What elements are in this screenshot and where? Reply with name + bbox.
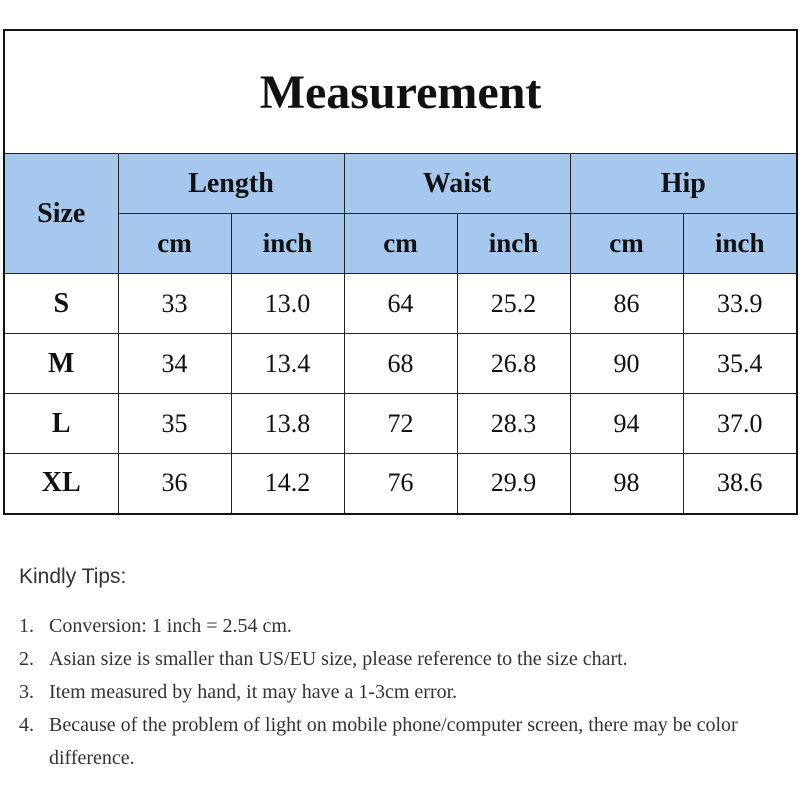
tips-title: Kindly Tips: <box>19 565 127 588</box>
list-item <box>19 643 779 676</box>
header-hip: Hip <box>570 154 797 214</box>
length-cm-cell: 34 <box>118 334 231 394</box>
tip-text: Because of the problem of light on mobile phone/computer screen, there may be color difference. <box>49 714 738 769</box>
length-inch-cell: 13.4 <box>231 334 344 394</box>
waist-cm-cell: 72 <box>344 394 457 454</box>
length-inch-cell: 13.8 <box>231 394 344 454</box>
waist-inch-cell: 26.8 <box>457 334 570 394</box>
hip-cm-cell: 90 <box>570 334 683 394</box>
table-title: Measurement <box>4 30 797 154</box>
header-row-groups <box>4 154 797 214</box>
waist-inch-cell: 25.2 <box>457 274 570 334</box>
size-chart-table <box>3 29 798 515</box>
hip-cm-cell: 94 <box>570 394 683 454</box>
title-row <box>4 30 797 154</box>
table-row <box>4 274 797 334</box>
waist-inch-cell: 29.9 <box>457 454 570 514</box>
hip-cm-cell: 98 <box>570 454 683 514</box>
table-row <box>4 334 797 394</box>
waist-cm-cell: 68 <box>344 334 457 394</box>
header-unit-cm: cm <box>344 214 457 274</box>
size-cell: L <box>4 394 118 454</box>
hip-inch-cell: 33.9 <box>683 274 797 334</box>
waist-cm-cell: 64 <box>344 274 457 334</box>
header-unit-cm: cm <box>118 214 231 274</box>
hip-cm-cell: 86 <box>570 274 683 334</box>
list-item <box>19 676 779 709</box>
table-row <box>4 454 797 514</box>
hip-inch-cell: 35.4 <box>683 334 797 394</box>
length-cm-cell: 35 <box>118 394 231 454</box>
header-row-units <box>4 214 797 274</box>
tip-text: Conversion: 1 inch = 2.54 cm. <box>49 615 292 637</box>
list-item <box>19 610 779 643</box>
header-unit-inch: inch <box>683 214 797 274</box>
tip-number: 1. <box>19 615 34 637</box>
size-cell: XL <box>4 454 118 514</box>
length-inch-cell: 13.0 <box>231 274 344 334</box>
length-cm-cell: 36 <box>118 454 231 514</box>
header-waist: Waist <box>344 154 570 214</box>
tip-number: 2. <box>19 648 34 670</box>
tip-number: 3. <box>19 681 34 703</box>
header-size: Size <box>4 154 118 274</box>
tip-number: 4. <box>19 714 34 736</box>
list-item <box>19 709 779 775</box>
header-unit-inch: inch <box>231 214 344 274</box>
tip-text: Asian size is smaller than US/EU size, please reference to the size chart. <box>49 648 628 670</box>
header-unit-cm: cm <box>570 214 683 274</box>
tips-list <box>19 610 779 775</box>
table-row <box>4 394 797 454</box>
header-length: Length <box>118 154 344 214</box>
kindly-tips-section <box>19 562 779 775</box>
tip-text: Item measured by hand, it may have a 1-3cm error. <box>49 681 458 703</box>
size-cell: S <box>4 274 118 334</box>
hip-inch-cell: 38.6 <box>683 454 797 514</box>
waist-inch-cell: 28.3 <box>457 394 570 454</box>
size-cell: M <box>4 334 118 394</box>
header-unit-inch: inch <box>457 214 570 274</box>
hip-inch-cell: 37.0 <box>683 394 797 454</box>
length-inch-cell: 14.2 <box>231 454 344 514</box>
waist-cm-cell: 76 <box>344 454 457 514</box>
length-cm-cell: 33 <box>118 274 231 334</box>
